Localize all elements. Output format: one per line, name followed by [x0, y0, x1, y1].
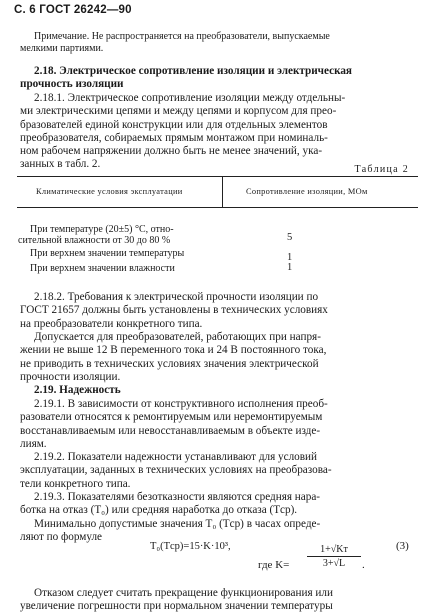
- table-row-value: 1: [287, 262, 293, 273]
- fraction-denominator: 3+√L: [322, 558, 346, 569]
- text-line: на преобразователи конкретного типа.: [20, 317, 203, 330]
- note-paragraph: [20, 31, 418, 55]
- title-line: 2.18. Электрическое сопротивление изоляции и электрическая: [34, 65, 352, 77]
- section-2-19-title: [34, 384, 121, 397]
- text-line: не приводить в технических условиях значения электрической: [20, 357, 319, 370]
- text-line: лиям.: [20, 437, 47, 450]
- table-caption: Таблица 2: [354, 164, 409, 175]
- note-line: Примечание. Не распространяется на преобразователи, выпускаемые: [34, 31, 330, 42]
- table-top-rule: [17, 176, 418, 177]
- text-line: ботка на отказ (T₀) или средняя наработка до отказа (Tср).: [20, 504, 298, 517]
- title-line: 2.19. Надежность: [34, 384, 121, 396]
- section-2-18-title: [20, 65, 352, 92]
- text-line: 2.19.2. Показатели надежности устанавливают для условий: [34, 451, 318, 463]
- formula-end: .: [362, 559, 365, 571]
- text-line: 2.19.3. Показателями безотказности являются средняя нара-: [34, 491, 321, 503]
- table-row-cond: [30, 248, 184, 259]
- text-line: ляют по формуле: [20, 531, 102, 544]
- formula-fraction: [307, 544, 361, 569]
- table-header-conditions: Климатические условия эксплуатации: [36, 187, 183, 196]
- text-line: тели конкретного типа.: [20, 477, 131, 490]
- text-line: 2.19.1. В зависимости от конструктивного исполнения преоб-: [34, 398, 328, 410]
- table-column-divider: [222, 176, 223, 207]
- formula-where: где K=: [258, 559, 290, 571]
- text-line: 2.18.1. Электрическое сопротивление изоляции между отдельны-: [34, 92, 346, 104]
- page-header: С. 6 ГОСТ 26242—90: [14, 4, 132, 16]
- text-line: прочности изоляции.: [20, 370, 121, 383]
- para-allowed: [20, 331, 326, 384]
- note-line: мелкими партиями.: [20, 43, 104, 54]
- fraction-numerator: 1+√Kт: [307, 544, 361, 557]
- title-line: прочность изоляции: [20, 78, 124, 91]
- text-line: разователи относятся к ремонтируемым или неремонтируемым: [20, 411, 323, 424]
- text-line: жении не выше 12 В переменного тока и 24 В постоянного тока,: [20, 344, 327, 357]
- text-line: восстанавливаемым или невосстанавливаемым в объекте изде-: [20, 424, 321, 437]
- text-line: Минимально допустимые значения T₀ (Tср) в часах опреде-: [34, 518, 321, 530]
- text-line: занных в табл. 2.: [20, 158, 101, 171]
- para-failure: [20, 587, 333, 614]
- cond-line: При верхнем значении влажности: [30, 263, 175, 274]
- text-line: ГОСТ 21657 должны быть установлены в технических условиях: [20, 304, 328, 317]
- cond-line: При верхнем значении температуры: [30, 248, 185, 259]
- text-line: увеличение погрешности при нормальном значении температуры: [20, 600, 333, 613]
- table-header-resistance: Сопротивление изоляции, МОм: [246, 187, 368, 196]
- table-row-value: 1: [287, 252, 293, 263]
- para-2-18-2: [20, 291, 328, 331]
- table-row-value: 5: [287, 232, 293, 243]
- para-2-19-3: [20, 491, 320, 518]
- text-line: ми электрическими цепями и между цепями и корпусом для прео-: [20, 105, 337, 118]
- para-2-18-1: [20, 92, 345, 172]
- text-line: эксплуатации, заданных в технических условиях на преобразова-: [20, 464, 332, 477]
- table-row-cond: [30, 263, 175, 274]
- para-2-19-2: [20, 451, 332, 491]
- cond-line: При температуре (20±5) °С, отно-: [30, 224, 174, 235]
- formula-main: T₀(Tср)=15·K·10³,: [150, 541, 231, 552]
- formula-number: (3): [396, 540, 409, 552]
- table-header-rule: [17, 207, 418, 208]
- text-line: 2.18.2. Требования к электрической прочности изоляции по: [34, 291, 319, 303]
- table-row-cond: [18, 224, 174, 247]
- text-line: ном рабочем напряжении должно быть не менее значений, ука-: [20, 145, 323, 158]
- text-line: бразователей единой конструкции или для отдельных элементов: [20, 118, 328, 131]
- para-2-19-1: [20, 398, 328, 451]
- text-line: Допускается для преобразователей, работающих при напря-: [34, 331, 321, 343]
- text-line: Отказом следует считать прекращение функционирования или: [34, 587, 333, 599]
- cond-line: сительной влажности от 30 до 80 %: [18, 235, 171, 247]
- text-line: преобразователя, собираемых прямым монтажом при номиналь-: [20, 131, 328, 144]
